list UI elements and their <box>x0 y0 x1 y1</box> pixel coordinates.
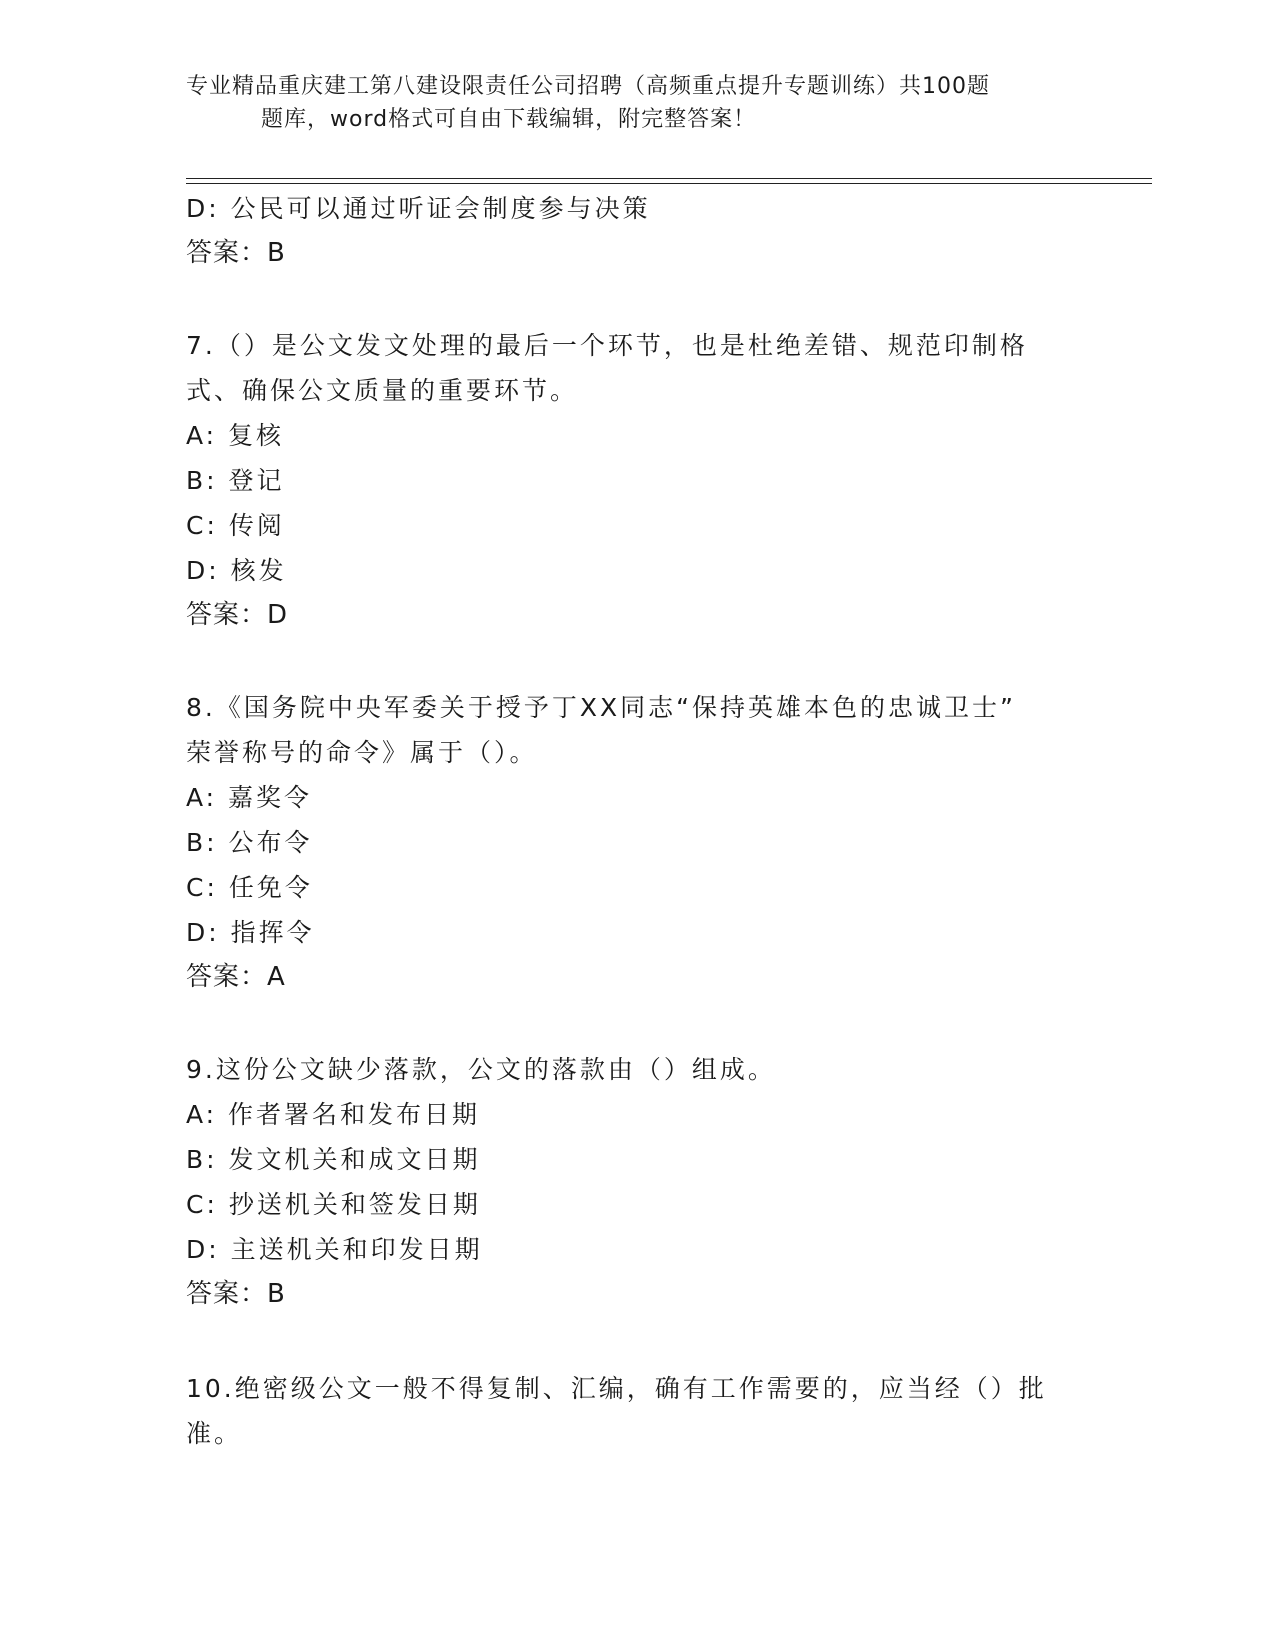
option-c: C: 抄送机关和签发日期 <box>186 1190 481 1219</box>
header-rule-bottom <box>186 183 1152 184</box>
document-header <box>186 70 1066 136</box>
question-stem-continued: 荣誉称号的命令》属于（）。 <box>186 738 538 767</box>
question-9 <box>186 1047 1086 1317</box>
answer-line: 答案：A <box>186 962 286 992</box>
question-stem: 7.（）是公文发文处理的最后一个环节，也是杜绝差错、规范印制格 <box>186 331 1028 360</box>
answer-line: 答案：B <box>186 1279 286 1309</box>
option-b: B: 发文机关和成文日期 <box>186 1145 481 1174</box>
question-7 <box>186 323 1086 638</box>
question-stem: 9.这份公文缺少落款，公文的落款由（）组成。 <box>186 1055 776 1084</box>
option-a: A: 嘉奖令 <box>186 783 313 812</box>
option-d: D: 指挥令 <box>186 918 315 947</box>
answer-line: 答案：D <box>186 600 289 630</box>
question-stem: 10.绝密级公文一般不得复制、汇编，确有工作需要的，应当经（）批 <box>186 1374 1047 1403</box>
question-stem: 8.《国务院中央军委关于授予丁XX同志“保持英雄本色的忠诚卫士” <box>186 693 1017 722</box>
header-title-line1: 专业精品重庆建工第八建设限责任公司招聘（高频重点提升专题训练）共100题 <box>186 74 990 99</box>
header-title-line2: 题库，word格式可自由下载编辑，附完整答案！ <box>261 107 757 132</box>
question-10 <box>186 1366 1086 1456</box>
option-c: C: 任免令 <box>186 873 313 902</box>
question-8 <box>186 685 1086 1000</box>
option-d: D: 公民可以通过听证会制度参与决策 <box>186 194 651 223</box>
question-content <box>186 186 1086 1456</box>
answer-line: 答案：B <box>186 238 286 268</box>
option-b: B: 登记 <box>186 466 285 495</box>
option-d: D: 核发 <box>186 556 287 585</box>
prev-question-block <box>186 186 1086 276</box>
option-a: A: 作者署名和发布日期 <box>186 1100 481 1129</box>
option-c: C: 传阅 <box>186 511 285 540</box>
option-a: A: 复核 <box>186 421 285 450</box>
question-stem-continued: 准。 <box>186 1419 243 1448</box>
header-rule-top <box>186 178 1152 179</box>
option-d: D: 主送机关和印发日期 <box>186 1235 483 1264</box>
question-stem-continued: 式、确保公文质量的重要环节。 <box>186 376 579 405</box>
option-b: B: 公布令 <box>186 828 313 857</box>
